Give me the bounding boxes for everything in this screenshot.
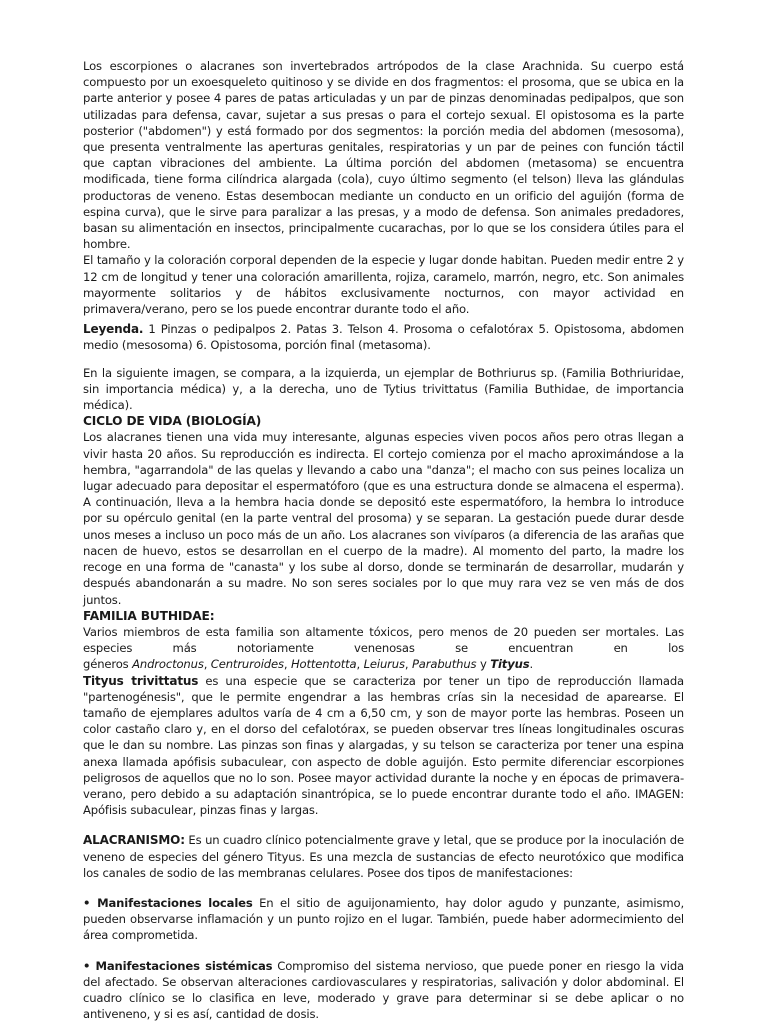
genus-parabuthus: Parabuthus [411,657,477,672]
systemic-manifestations-item [83,958,684,1023]
compare-paragraph: En la siguiente imagen, se compara, a la izquierda, un ejemplar de Bothriurus sp. (Familia Bothriuridae, sin importancia médica) y, a la derecha, uno de Tytius trivittatus (Familia Buthidae, de importancia médica). [83,365,684,413]
tityus-paragraph [83,673,684,819]
local-manifestations-text: En el sitio de aguijonamiento, hay dolor agudo y punzante, asimismo, pueden observarse inflamación y un punto rojizo en el lugar. También, puede haber adormecimiento del área comprometida. [83,895,684,943]
tityus-label: Tityus trivittatus [83,673,199,688]
genus-separator: , [356,657,364,672]
legend-paragraph [83,321,684,353]
genus-leiurus: Leiurus [363,657,405,672]
alacranismo-label: ALACRANISMO: [83,833,185,848]
genus-separator: , [404,657,412,672]
local-manifestations-item [83,895,684,944]
systemic-manifestations-label: • Manifestaciones sistémicas [83,958,273,973]
intro-paragraph: Los escorpiones o alacranes son invertebrados artrópodos de la clase Arachnida. Su cuerpo está compuesto por un exoesqueleto quitinoso y se divide en dos fragmentos: el prosoma, que se ubica en la parte anterior y posee 4 pares de patas articuladas y un par de pinzas denominadas pedipalpos, que son utilizadas para defensa, cavar, sujetar a sus presas o para el cortejo sexual. El opistosoma es la parte posterior ("abdomen") y está formado por dos segmentos: la porción media del abdomen (mesosoma), que presenta ventralmente las aperturas genitales, respiratorias y un par de peines con función táctil que captan vibraciones del ambiente. La última porción del abdomen (metasoma) se encuentra modificada, tiene forma cilíndrica alargada (cola), cuyo último segmento (el telson) lleva las glándulas productoras de veneno. Estas desembocan mediante un conducto en un orificio del aguijón (forma de espina curva), que le sirve para paralizar a las presas, y a modo de defensa. Son animales predadores, basan su alimentación en insectos, principalmente cucarachas, por lo que se los considera útiles para el hombre. [83,59,684,252]
genus-separator: , [283,657,291,672]
genus-prefix: géneros [83,657,133,672]
genus-androctonus: Androctonus [132,657,204,672]
genus-separator: , [203,657,211,672]
tityus-text: es una especie que se caracteriza por tener un tipo de reproducción llamada "partenogénesis", que le permite engendrar a las hembras crías sin la necesidad de aparearse. El tamaño de ejemplares adultos varía de 4 cm a 6,50 cm, y son de mayor porte las hembras. Poseen un color castaño claro y, en el dorso del cefalotórax, se pueden observar tres líneas longitudinales oscuras que le dan su nombre. Las pinzas son finas y alargadas, y su telson se caracteriza por tener una espina anexa llamada apófisis subaculear, con aspecto de doble aguijón. Esto permite diferenciar escorpiones peligrosos de aquellos que no lo son. Posee mayor actividad durante la noche y en épocas de primavera-verano, pero debido a su adaptación sinantrópica, se lo puede encontrar durante todo el año. IMAGEN: Apófisis subaculear, pinzas finas y largas. [83,673,684,818]
family-heading: FAMILIA BUTHIDAE: [83,608,215,623]
size-paragraph: El tamaño y la coloración corporal dependen de la especie y lugar donde habitan. Pueden medir entre 2 y 12 cm de longitud y tener una coloración amarillenta, rojiza, caramelo, marrón, negro, etc. Son animales mayormente solitarios y de hábitos exclusivamente nocturnos, con mayor actividad en primavera/verano, pero se los puede encontrar durante todo el año. [83,253,684,317]
local-manifestations-label: • Manifestaciones locales [83,895,253,910]
genus-tityus: Tityus [490,657,530,672]
genus-line [83,656,684,672]
genus-end: . [529,657,534,672]
alacranismo-paragraph [83,832,684,881]
genus-hottentotta: Hottentotta [290,657,357,672]
legend-text: 1 Pinzas o pedipalpos 2. Patas 3. Telson 4. Prosoma o cefalotórax 5. Opistosoma, abdomen medio (mesosoma) 6. Opistosoma, porción final (metasoma). [83,322,684,353]
family-paragraph: Varios miembros de esta familia son altamente tóxicos, pero menos de 20 pueden ser mortales. Las especies más notoriamente venenosas se encuentran en los [83,624,684,656]
alacranismo-text: Es un cuadro clínico potencialmente grave y letal, que se produce por la inoculación de veneno de especies del género Tityus. Es una mezcla de sustancias de efecto neurotóxico que modifica los canales de sodio de las membranas celulares. Posee dos tipos de manifestaciones: [83,833,684,880]
cycle-paragraph: Los alacranes tienen una vida muy interesante, algunas especies viven pocos años pero otras llegan a vivir hasta 20 años. Su reproducción es indirecta. El cortejo comienza por el macho aproximándose a la hembra, "agarrandola" de las quelas y llevando a cabo una "danza"; el macho con sus peines localiza un lugar adecuado para depositar el espermatóforo (que es una estructura donde se almacena el esperma). A continuación, lleva a la hembra hacia donde se depositó este espermatóforo, la hembra lo introduce por su opérculo genital (en la parte ventral del prosoma) y se separan. La gestación puede durar desde unos meses a incluso un poco más de un año. Los alacranes son vivíparos (a diferencia de las arañas que nacen de huevo, estos se desarrollan en el cuerpo de la madre). Al momento del parto, la madre los recoge en una forma de "canasta" y los sube al dorso, donde se terminarán de desarrollar, mudarán y después abandonarán a su madre. No son seres sociales por lo que muy rara vez se ven más de dos juntos. [83,430,684,607]
systemic-manifestations-text: Compromiso del sistema nervioso, que puede poner en riesgo la vida del afectado. Se observan alteraciones cardiovasculares y respiratorias, salivación y dolor abdominal. El cuadro clínico se lo clasifica en leve, moderado y grave para determinar si se debe aplicar o no antiveneno, y si es así, cantidad de dosis. [83,958,684,1022]
genus-centruroides: Centruroides [210,657,284,672]
cycle-heading: CICLO DE VIDA (BIOLOGÍA) [83,414,262,429]
genus-separator: y [476,657,491,672]
legend-label: Leyenda. [83,322,144,337]
